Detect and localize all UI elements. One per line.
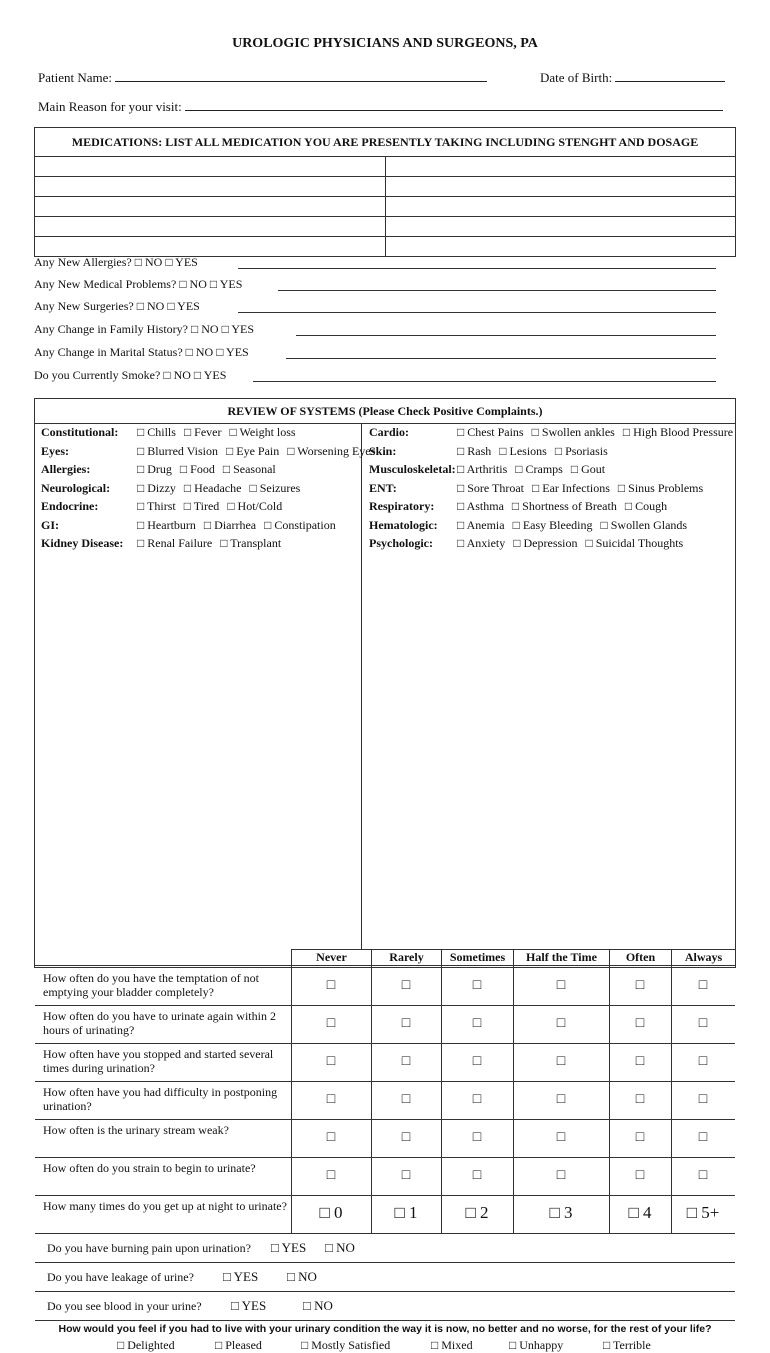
divider	[513, 949, 514, 1233]
answer-line[interactable]	[253, 381, 716, 382]
divider	[371, 949, 372, 1233]
history-question	[34, 299, 200, 314]
ros-system-label: ENT:	[369, 480, 397, 495]
divider	[35, 1081, 735, 1082]
medication-row[interactable]	[35, 197, 735, 217]
frequency-checkbox[interactable]: □	[635, 1092, 645, 1107]
ros-checkbox[interactable]: □ Lesions	[499, 443, 547, 458]
ros-system	[369, 518, 695, 533]
frequency-checkbox[interactable]: □ 0	[319, 1203, 343, 1222]
frequency-checkbox[interactable]: □	[472, 1092, 482, 1107]
ros-checkbox[interactable]: □ Weight loss	[229, 425, 296, 439]
frequency-column-header: Always	[671, 949, 735, 966]
frequency-checkbox[interactable]: □	[556, 1092, 566, 1107]
history-question	[34, 345, 249, 360]
ros-checkbox[interactable]: □ Cough	[624, 499, 668, 513]
answer-line[interactable]	[238, 312, 716, 313]
ros-checkbox[interactable]: □ Chest Pains	[457, 425, 524, 439]
no-checkbox[interactable]: □ NO	[185, 345, 217, 359]
ros-checkbox[interactable]: □ Food	[179, 462, 215, 476]
no-checkbox[interactable]: □ NO	[190, 322, 222, 336]
ros-checkbox[interactable]: □ Diarrhea	[203, 517, 257, 532]
question-label: Any Change in Marital Status?	[34, 345, 186, 359]
ros-checkbox[interactable]: □ Swollen Glands	[600, 517, 688, 532]
yes-checkbox[interactable]: □ YES	[221, 322, 255, 336]
ros-system	[369, 536, 691, 551]
yes-checkbox[interactable]: □ YES	[216, 345, 249, 359]
frequency-column-header: Sometimes	[441, 949, 513, 966]
divider	[35, 1320, 735, 1321]
frequency-checkbox[interactable]: □	[635, 978, 645, 993]
patient-name-label: Patient Name:	[38, 70, 113, 85]
frequency-checkbox[interactable]: □	[635, 1130, 645, 1145]
ros-checkbox[interactable]: □ Eye Pain	[225, 443, 280, 458]
yesno-question: Do you have burning pain upon urination?	[47, 1241, 251, 1255]
question-label: Do you Currently Smoke?	[34, 368, 164, 382]
no-checkbox[interactable]: □ NO	[136, 299, 168, 313]
answer-line[interactable]	[278, 290, 716, 291]
quality-option[interactable]: □ Mostly Satisfied	[301, 1338, 391, 1352]
medications-heading: MEDICATIONS: LIST ALL MEDICATION YOU ARE PRESENTLY TAKING INCLUDING STENGHT AND DOSAGE	[35, 128, 735, 157]
medication-row[interactable]	[35, 157, 735, 177]
ros-checkbox[interactable]: □ Swollen ankles	[531, 425, 615, 439]
frequency-checkbox[interactable]: □	[698, 1054, 708, 1069]
frequency-checkbox[interactable]: □ 4	[628, 1203, 652, 1222]
review-of-systems	[34, 398, 736, 1352]
frequency-checkbox[interactable]: □ 3	[549, 1203, 573, 1222]
quality-option[interactable]: □ Delighted	[117, 1338, 175, 1352]
frequency-checkbox[interactable]: □	[401, 1168, 411, 1183]
frequency-checkbox[interactable]: □	[472, 1168, 482, 1183]
ros-system	[41, 499, 290, 514]
ros-checkbox[interactable]: □ Dizzy	[137, 480, 176, 495]
no-checkbox[interactable]: □ NO	[287, 1269, 317, 1284]
ros-system-label: Eyes:	[41, 443, 69, 458]
divider	[609, 949, 610, 1233]
ros-system	[41, 536, 289, 551]
frequency-checkbox[interactable]: □	[698, 1092, 708, 1107]
patient-name-field[interactable]	[38, 69, 487, 86]
frequency-checkbox[interactable]: □	[698, 978, 708, 993]
medications-table	[34, 127, 736, 257]
divider	[35, 1119, 735, 1120]
ros-checkbox[interactable]: □ Arthritis	[457, 462, 508, 476]
ros-checkbox[interactable]: □ Psoriasis	[554, 443, 608, 458]
main-reason-field[interactable]	[38, 98, 723, 115]
yesno-question: Do you see blood in your urine?	[47, 1299, 202, 1313]
history-question	[34, 277, 242, 292]
ros-checkbox[interactable]: □ Seizures	[249, 480, 301, 495]
frequency-checkbox[interactable]: □	[556, 1054, 566, 1069]
ros-checkbox[interactable]: □ Anemia	[457, 517, 505, 532]
dob-label: Date of Birth:	[540, 70, 613, 85]
ros-checkbox[interactable]: □ Anxiety	[457, 536, 506, 550]
ros-system-label: Neurological:	[41, 480, 111, 495]
question-label: Any New Medical Problems?	[34, 277, 180, 291]
frequency-column-header: Often	[609, 949, 671, 966]
yes-checkbox[interactable]: □ YES	[271, 1240, 307, 1255]
history-question	[34, 322, 254, 337]
ros-checkbox[interactable]: □ Worsening Eyes	[287, 443, 376, 458]
ros-checkbox[interactable]: □ Seasonal	[222, 462, 276, 476]
ros-system-label: Endocrine:	[41, 499, 99, 513]
yes-checkbox[interactable]: □ YES	[209, 277, 243, 291]
ros-checkbox[interactable]: □ Tired	[183, 499, 220, 513]
ros-system	[369, 462, 613, 477]
ros-system-label: Cardio:	[369, 425, 409, 439]
frequency-column-header: Half the Time	[513, 949, 609, 966]
divider	[35, 1195, 735, 1196]
ros-checkbox[interactable]: □ Transplant	[220, 536, 282, 550]
frequency-checkbox[interactable]: □	[472, 1130, 482, 1145]
answer-line[interactable]	[296, 335, 716, 336]
frequency-checkbox[interactable]: □	[635, 1016, 645, 1031]
ros-checkbox[interactable]: □ Asthma	[457, 499, 504, 513]
divider	[35, 1005, 735, 1006]
ros-system-label: Musculoskeletal:	[369, 462, 456, 476]
answer-line[interactable]	[238, 268, 716, 269]
divider	[35, 1043, 735, 1044]
ros-system-label: Constitutional:	[41, 425, 119, 439]
ros-system	[369, 481, 711, 496]
frequency-checkbox[interactable]: □	[472, 978, 482, 993]
ros-system	[369, 425, 741, 440]
yesno-question: Do you have leakage of urine?	[47, 1270, 194, 1284]
yes-checkbox[interactable]: □ YES	[223, 1269, 259, 1284]
ros-checkbox[interactable]: □ Constipation	[264, 517, 336, 532]
ros-checkbox[interactable]: □ High Blood Pressure	[622, 425, 734, 439]
frequency-checkbox[interactable]: □	[326, 1168, 336, 1183]
yes-checkbox[interactable]: □ YES	[193, 368, 227, 382]
ros-system	[369, 499, 675, 514]
frequency-question: How often have you had difficulty in postponing urination?	[43, 1085, 278, 1113]
ros-checkbox[interactable]: □ Chills	[137, 425, 176, 439]
frequency-checkbox[interactable]: □	[472, 1054, 482, 1069]
ros-checkbox[interactable]: □ Easy Bleeding	[512, 517, 593, 532]
ros-checkbox[interactable]: □ Renal Failure	[137, 536, 213, 550]
frequency-checkbox[interactable]: □	[472, 1016, 482, 1031]
frequency-checkbox[interactable]: □	[635, 1054, 645, 1069]
ros-checkbox[interactable]: □ Gout	[570, 462, 606, 476]
quality-option[interactable]: □ Terrible	[603, 1338, 651, 1352]
frequency-question: How many times do you get up at night to urinate?	[43, 1199, 287, 1213]
divider	[291, 949, 292, 1233]
divider	[671, 949, 672, 1233]
ros-checkbox[interactable]: □ Drug	[137, 462, 172, 476]
frequency-checkbox[interactable]: □ 2	[465, 1203, 489, 1222]
frequency-checkbox[interactable]: □ 5+	[686, 1203, 720, 1222]
frequency-checkbox[interactable]: □	[556, 1016, 566, 1031]
yes-checkbox[interactable]: □ YES	[165, 255, 198, 269]
ros-checkbox[interactable]: □ Depression	[513, 536, 578, 550]
frequency-checkbox[interactable]: □	[326, 1092, 336, 1107]
no-checkbox[interactable]: □ NO	[179, 277, 210, 291]
ros-system-label: Psychologic:	[369, 536, 433, 550]
ros-checkbox[interactable]: □ Ear Infections	[532, 480, 610, 495]
quality-option[interactable]: □ Mixed	[431, 1338, 473, 1352]
no-checkbox[interactable]: □ NO	[163, 368, 194, 382]
history-question	[34, 368, 226, 383]
frequency-checkbox[interactable]: □	[326, 1054, 336, 1069]
ros-checkbox[interactable]: □ Headache	[183, 480, 242, 495]
frequency-column-header: Never	[291, 949, 371, 966]
no-checkbox[interactable]: □ NO	[134, 255, 166, 269]
frequency-question: How often do you have to urinate again within 2 hours of urinating?	[43, 1009, 276, 1037]
medication-row[interactable]	[35, 217, 735, 237]
frequency-checkbox[interactable]: □	[401, 1054, 411, 1069]
ros-checkbox[interactable]: □ Rash	[457, 443, 492, 458]
frequency-checkbox[interactable]: □	[698, 1130, 708, 1145]
frequency-checkbox[interactable]: □	[401, 1016, 411, 1031]
frequency-question: How often do you strain to begin to urinate?	[43, 1161, 256, 1175]
frequency-checkbox[interactable]: □	[401, 978, 411, 993]
ros-system-label: Respiratory:	[369, 499, 435, 513]
frequency-checkbox[interactable]: □	[556, 1130, 566, 1145]
divider	[35, 965, 735, 966]
dob-field[interactable]	[540, 69, 725, 86]
question-label: Any Change in Family History?	[34, 322, 191, 336]
medication-row[interactable]	[35, 237, 735, 256]
ros-checkbox[interactable]: □ Heartburn	[137, 517, 196, 532]
frequency-question: How often is the urinary stream weak?	[43, 1123, 229, 1137]
ros-system-label: Kidney Disease:	[41, 536, 124, 550]
question-label: Any New Allergies?	[34, 255, 135, 269]
question-label: Any New Surgeries?	[34, 299, 137, 313]
ros-checkbox[interactable]: □ Suicidal Thoughts	[585, 536, 684, 550]
frequency-checkbox[interactable]: □	[698, 1168, 708, 1183]
yes-checkbox[interactable]: □ YES	[231, 1298, 267, 1313]
ros-system-label: Allergies:	[41, 462, 91, 476]
ros-system	[41, 462, 284, 477]
answer-line[interactable]	[286, 358, 716, 359]
ros-checkbox[interactable]: □ Cramps	[515, 462, 563, 476]
ros-system	[41, 425, 304, 440]
ros-system-label: Hematologic:	[369, 517, 438, 532]
ros-system	[41, 481, 308, 496]
frequency-checkbox[interactable]: □	[556, 978, 566, 993]
quality-question: How would you feel if you had to live with your urinary condition the way it is now, no better and no worse, for the rest of your life?	[58, 1323, 712, 1335]
quality-option[interactable]: □ Unhappy	[509, 1338, 564, 1352]
divider	[35, 1291, 735, 1292]
ros-system-label: Skin:	[369, 443, 397, 458]
frequency-question: How often do you have the temptation of not emptying your bladder completely?	[43, 971, 259, 999]
ros-system-label: GI:	[41, 517, 59, 532]
ros-checkbox[interactable]: □ Thirst	[137, 499, 176, 513]
yes-checkbox[interactable]: □ YES	[167, 299, 200, 313]
ros-checkbox[interactable]: □ Blurred Vision	[137, 443, 218, 458]
frequency-checkbox[interactable]: □ 1	[394, 1203, 418, 1222]
ros-system	[41, 518, 344, 533]
frequency-checkbox[interactable]: □	[326, 1016, 336, 1031]
ros-system	[41, 444, 383, 459]
frequency-checkbox[interactable]: □	[326, 978, 336, 993]
divider	[35, 1157, 735, 1158]
frequency-checkbox[interactable]: □	[401, 1130, 411, 1145]
frequency-column-header: Rarely	[371, 949, 441, 966]
frequency-checkbox[interactable]: □	[698, 1016, 708, 1031]
frequency-checkbox[interactable]: □	[326, 1130, 336, 1145]
frequency-checkbox[interactable]: □	[635, 1168, 645, 1183]
ros-checkbox[interactable]: □ Sore Throat	[457, 480, 525, 495]
frequency-checkbox[interactable]: □	[401, 1092, 411, 1107]
ros-checkbox[interactable]: □ Hot/Cold	[227, 499, 283, 513]
quality-option[interactable]: □ Pleased	[215, 1338, 262, 1352]
form-title: UROLOGIC PHYSICIANS AND SURGEONS, PA	[232, 36, 538, 51]
divider	[35, 1233, 735, 1234]
history-question	[34, 255, 198, 270]
divider	[35, 1262, 735, 1263]
frequency-question: How often have you stopped and started several times during urination?	[43, 1047, 274, 1075]
main-reason-label: Main Reason for your visit:	[38, 99, 182, 114]
ros-heading: REVIEW OF SYSTEMS (Please Check Positive Complaints.)	[35, 399, 735, 424]
ros-checkbox[interactable]: □ Shortness of Breath	[511, 499, 617, 513]
medication-row[interactable]	[35, 177, 735, 197]
ros-checkbox[interactable]: □ Sinus Problems	[617, 480, 704, 495]
ros-checkbox[interactable]: □ Fever	[183, 425, 222, 439]
no-checkbox[interactable]: □ NO	[325, 1240, 355, 1255]
divider	[441, 949, 442, 1233]
no-checkbox[interactable]: □ NO	[303, 1298, 333, 1313]
ros-system	[369, 444, 616, 459]
frequency-checkbox[interactable]: □	[556, 1168, 566, 1183]
